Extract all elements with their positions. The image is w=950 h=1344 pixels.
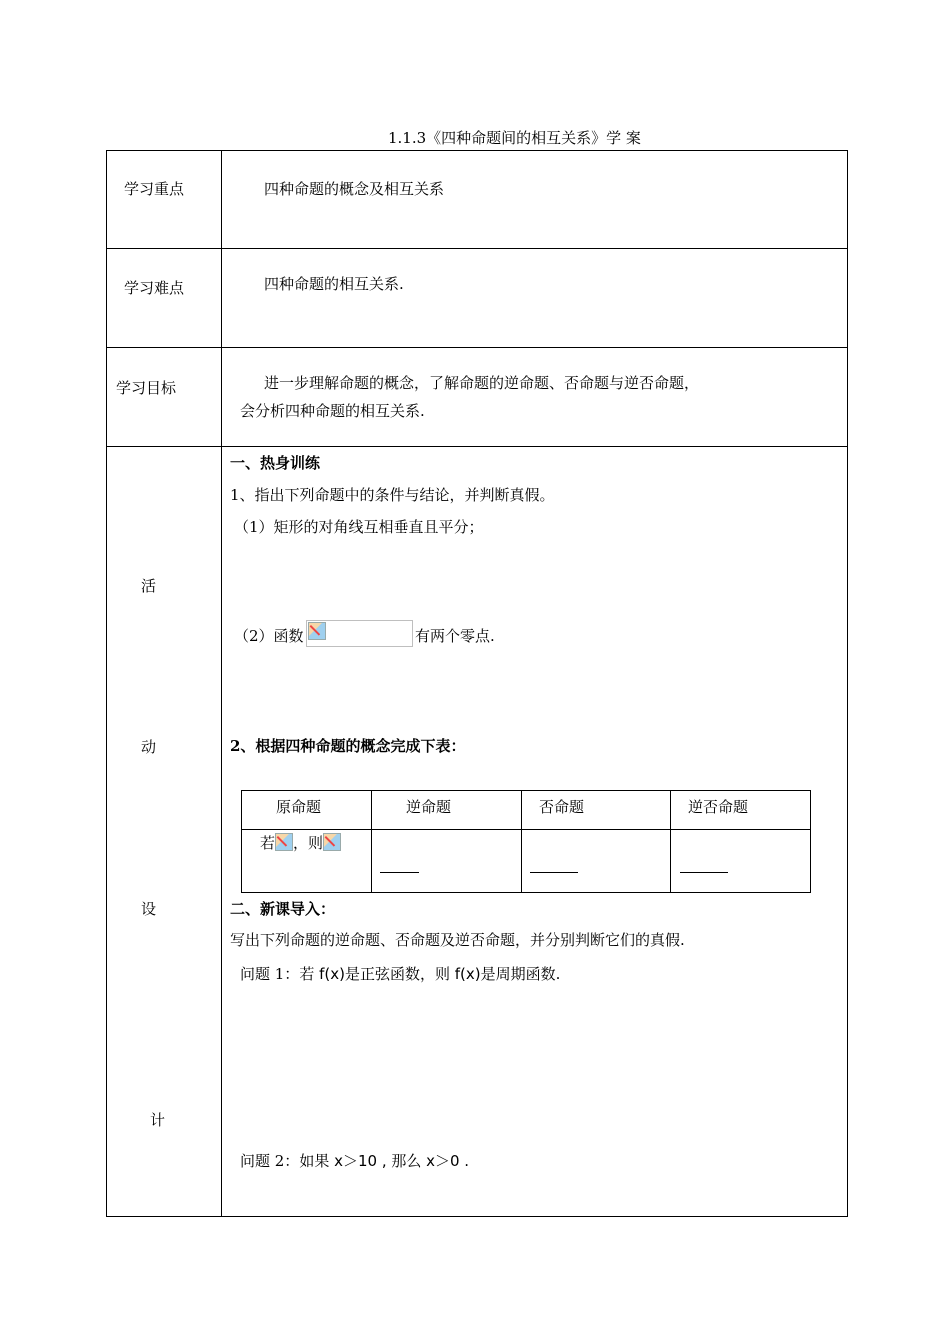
warmup-heading: 一、热身训练 — [230, 454, 321, 472]
difficulty-label: 学习难点 — [124, 279, 185, 297]
if-text: 若 — [260, 834, 276, 852]
problem-2-text: 如果 x＞10 , 那么 x＞0 . — [299, 1152, 470, 1170]
row-divider — [106, 446, 848, 447]
activity-char: 动 — [141, 738, 157, 756]
goal-text-line1: 进一步理解命题的概念，了解命题的逆命题、否命题与逆否命题， — [264, 374, 700, 392]
function-formula-image — [306, 620, 413, 647]
focus-label: 学习重点 — [124, 180, 185, 198]
broken-image-icon — [323, 833, 341, 851]
problem-2-label: 问题 2： — [240, 1152, 300, 1170]
activity-char: 设 — [141, 900, 157, 918]
table-column-divider — [670, 790, 671, 893]
activity-char: 活 — [141, 577, 157, 595]
newlesson-instruction: 写出下列命题的逆命题、否命题及逆否命题，并分别判断它们的真假. — [230, 931, 685, 949]
newlesson-heading: 二、新课导入： — [230, 900, 336, 918]
table-header-original: 原命题 — [276, 798, 322, 816]
table-column-divider — [221, 150, 222, 1217]
warmup-question-1-2-suffix: 有两个零点. — [415, 627, 495, 645]
problem-1-label: 问题 1： — [240, 965, 300, 983]
lesson-table — [106, 150, 848, 1217]
warmup-question-1: 1、指出下列命题中的条件与结论，并判断真假。 — [230, 486, 555, 504]
row-divider — [106, 347, 848, 348]
goal-label: 学习目标 — [116, 379, 177, 397]
table-column-divider — [521, 790, 522, 893]
focus-text: 四种命题的概念及相互关系 — [264, 180, 445, 198]
table-cell-original — [260, 832, 341, 853]
table-header-converse: 逆命题 — [406, 798, 452, 816]
answer-blank[interactable] — [530, 872, 578, 873]
activity-char: 计 — [150, 1111, 166, 1129]
warmup-question-1-2-prefix: （2）函数 — [234, 627, 304, 645]
page-title: 1.1.3《四种命题间的相互关系》学 案 — [388, 129, 641, 147]
row-divider — [106, 248, 848, 249]
table-row-divider — [241, 829, 811, 830]
table-header-inverse: 否命题 — [539, 798, 585, 816]
table-column-divider — [371, 790, 372, 893]
then-text: ，则 — [293, 834, 324, 852]
problem-1 — [240, 963, 560, 984]
difficulty-text: 四种命题的相互关系. — [264, 275, 404, 293]
goal-text-line2: 会分析四种命题的相互关系. — [240, 402, 425, 420]
table-header-contrapositive: 逆否命题 — [688, 798, 749, 816]
warmup-question-1-1: （1）矩形的对角线互相垂直且平分； — [234, 518, 484, 536]
problem-1-text: 若 f(x)是正弦函数，则 f(x)是周期函数. — [299, 965, 561, 983]
broken-image-icon — [308, 622, 326, 640]
answer-blank[interactable] — [680, 872, 728, 873]
problem-2 — [240, 1150, 469, 1171]
warmup-question-2: 2、根据四种命题的概念完成下表： — [230, 737, 466, 755]
answer-blank[interactable] — [380, 872, 419, 873]
broken-image-icon — [275, 833, 293, 851]
